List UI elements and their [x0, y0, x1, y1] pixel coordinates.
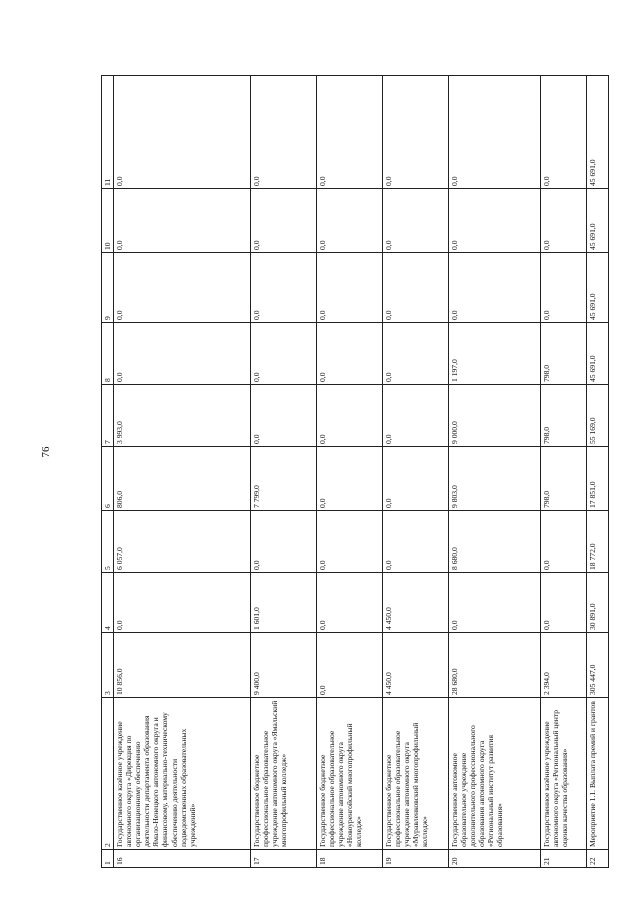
row-number: 19	[383, 850, 449, 868]
value-cell: 0,0	[317, 447, 383, 511]
header-cell: 5	[102, 511, 114, 573]
value-cell: 4 450,0	[383, 573, 449, 633]
value-cell: 0,0	[114, 323, 251, 385]
value-cell: 0,0	[317, 385, 383, 447]
value-cell: 0,0	[251, 253, 317, 323]
value-cell: 0,0	[317, 573, 383, 633]
table-row	[449, 76, 541, 868]
value-cell: 0,0	[114, 189, 251, 253]
header-cell: 11	[102, 76, 114, 189]
header-cell: 10	[102, 189, 114, 253]
budget-table	[101, 75, 609, 868]
value-cell: 9 803,0	[449, 447, 541, 511]
header-cell: 1	[102, 850, 114, 868]
value-cell: 0,0	[383, 447, 449, 511]
value-cell: 0,0	[317, 323, 383, 385]
value-cell: 10 856,0	[114, 633, 251, 698]
header-cell: 3	[102, 633, 114, 698]
value-cell: 8 680,0	[449, 511, 541, 573]
value-cell: 0,0	[541, 253, 587, 323]
header-cell: 9	[102, 253, 114, 323]
value-cell: 798,0	[541, 323, 587, 385]
value-cell: 0,0	[317, 633, 383, 698]
header-cell: 7	[102, 385, 114, 447]
value-cell: 6 057,0	[114, 511, 251, 573]
value-cell: 0,0	[449, 573, 541, 633]
value-cell: 0,0	[114, 253, 251, 323]
institution-name: Государственное бюджетное профессиональное образовательное учреждение автономного округа «Новоуренгойский многопрофильный колледж»	[317, 698, 383, 850]
row-number: 16	[114, 850, 251, 868]
value-cell: 18 772,0	[587, 511, 609, 573]
table-row	[541, 76, 587, 868]
value-cell: 0,0	[317, 253, 383, 323]
value-cell: 0,0	[449, 189, 541, 253]
value-cell: 0,0	[114, 76, 251, 189]
institution-name: Государственное казённое учреждение автономного округа «Дирекция по организационному обеспечению деятельности департамента образования Ямало-Ненецкого автономного округа и финансовому, материально-техническому обеспечению деятельности подведомственных образовательных учреждений»	[114, 698, 251, 850]
row-number: 18	[317, 850, 383, 868]
value-cell: 0,0	[383, 253, 449, 323]
value-cell: 0,0	[251, 385, 317, 447]
value-cell: 0,0	[449, 253, 541, 323]
table-row	[383, 76, 449, 868]
table-row	[587, 76, 609, 868]
header-row	[102, 76, 114, 868]
value-cell: 0,0	[541, 189, 587, 253]
value-cell: 4 450,0	[383, 633, 449, 698]
value-cell: 28 680,0	[449, 633, 541, 698]
value-cell: 798,0	[541, 447, 587, 511]
value-cell: 0,0	[449, 76, 541, 189]
value-cell: 45 691,0	[587, 76, 609, 189]
value-cell: 0,0	[317, 76, 383, 189]
value-cell: 0,0	[383, 189, 449, 253]
table-row	[114, 76, 251, 868]
value-cell: 0,0	[383, 385, 449, 447]
rotated-table-container	[101, 76, 597, 868]
institution-name: Государственное казённое учреждение автономного округа «Региональный центр оценки качества образования»	[541, 698, 587, 850]
value-cell: 45 691,0	[587, 189, 609, 253]
value-cell: 17 851,0	[587, 447, 609, 511]
table-row	[251, 76, 317, 868]
row-number: 21	[541, 850, 587, 868]
value-cell: 305 447,0	[587, 633, 609, 698]
value-cell: 45 691,0	[587, 323, 609, 385]
value-cell: 3 993,0	[114, 385, 251, 447]
value-cell: 7 799,0	[251, 447, 317, 511]
institution-name: Государственное автономное образовательное учреждение дополнительного профессионального образования автономного округа «Региональный институт развития образования»	[449, 698, 541, 850]
page-number: 76	[40, 446, 52, 458]
value-cell: 806,0	[114, 447, 251, 511]
value-cell: 1 197,0	[449, 323, 541, 385]
value-cell: 0,0	[541, 76, 587, 189]
institution-name: Мероприятие 1.1. Выплата премий и грантов	[587, 698, 609, 850]
value-cell: 0,0	[317, 189, 383, 253]
value-cell: 0,0	[541, 573, 587, 633]
value-cell: 0,0	[251, 323, 317, 385]
value-cell: 55 169,0	[587, 385, 609, 447]
value-cell: 798,0	[541, 385, 587, 447]
header-cell: 2	[102, 698, 114, 850]
table-row	[317, 76, 383, 868]
row-number: 17	[251, 850, 317, 868]
row-number: 22	[587, 850, 609, 868]
institution-name: Государственное бюджетное профессиональное образовательное учреждение автономного округа «Муравленковский многопрофильный колледж»	[383, 698, 449, 850]
value-cell: 0,0	[383, 511, 449, 573]
header-cell: 8	[102, 323, 114, 385]
value-cell: 0,0	[383, 76, 449, 189]
table-area	[101, 76, 597, 868]
value-cell: 0,0	[541, 511, 587, 573]
header-cell: 6	[102, 447, 114, 511]
row-number: 20	[449, 850, 541, 868]
value-cell: 0,0	[114, 573, 251, 633]
header-cell: 4	[102, 573, 114, 633]
value-cell: 30 891,0	[587, 573, 609, 633]
value-cell: 9 400,0	[251, 633, 317, 698]
value-cell: 2 394,0	[541, 633, 587, 698]
value-cell: 0,0	[251, 76, 317, 189]
value-cell: 0,0	[251, 511, 317, 573]
value-cell: 1 601,0	[251, 573, 317, 633]
value-cell: 0,0	[383, 323, 449, 385]
value-cell: 45 691,0	[587, 253, 609, 323]
value-cell: 9 000,0	[449, 385, 541, 447]
value-cell: 0,0	[251, 189, 317, 253]
value-cell: 0,0	[317, 511, 383, 573]
institution-name: Государственное бюджетное профессиональное образовательное учреждение автономного округа «Ямальский многопрофильный колледж»	[251, 698, 317, 850]
